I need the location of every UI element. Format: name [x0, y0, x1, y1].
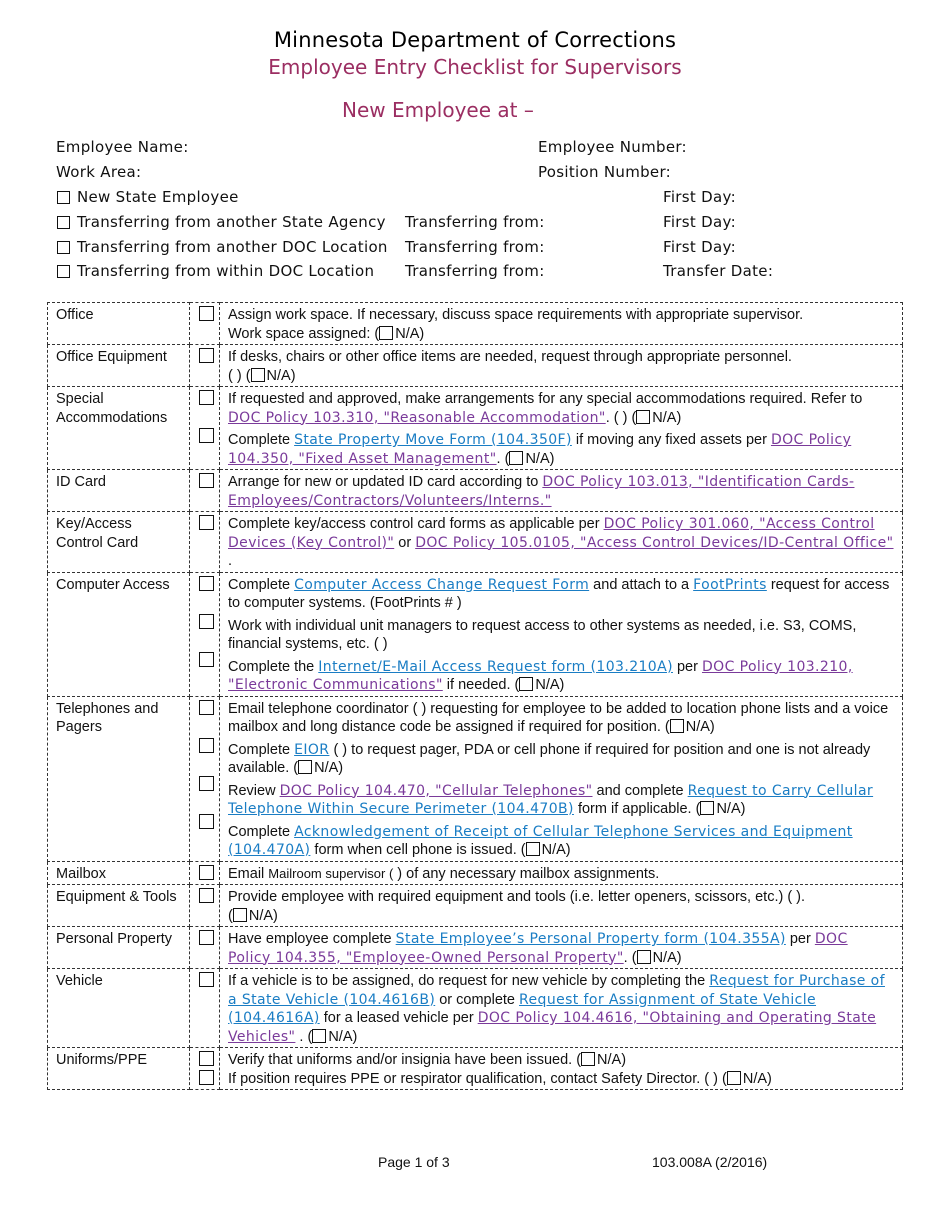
table-row — [48, 572, 903, 696]
form-number: 103.008A (2/2016) — [652, 1154, 768, 1170]
category-label: Computer Access — [48, 572, 190, 696]
page-number: Page 1 of 3 — [378, 1154, 450, 1170]
transfer-doc-option[interactable] — [57, 238, 388, 256]
task-text: Complete key/access control card forms as applicable per DOC Policy 301.060, "Access Control Devices (Key Control)" or DOC Policy 105.0105, "Access Control Devices/ID-Central Office" . — [220, 512, 903, 573]
na-checkbox[interactable] — [727, 1071, 741, 1085]
policy-link[interactable]: DOC Policy 103.310, "Reasonable Accommodation" — [228, 409, 606, 426]
task-checkbox[interactable] — [199, 930, 214, 945]
transfer-doc-label: Transferring from another DOC Location — [77, 238, 388, 256]
policy-link[interactable]: DOC Policy 104.4616, "Obtaining and Operating State Vehicles" — [228, 1010, 877, 1045]
work-area-label: Work Area: — [56, 163, 142, 181]
policy-link[interactable]: DOC Policy 104.470, "Cellular Telephones" — [279, 782, 593, 799]
new-state-label: New State Employee — [77, 188, 239, 206]
transfer-agency-label: Transferring from another State Agency — [77, 213, 386, 231]
task-text: Email Mailroom supervisor ( ) of any necessary mailbox assignments. — [220, 861, 903, 885]
task-checkbox[interactable] — [199, 614, 214, 629]
doc-title: Employee Entry Checklist for Supervisors — [268, 55, 682, 79]
task-checkbox[interactable] — [199, 390, 214, 405]
task-checkbox[interactable] — [199, 1070, 214, 1085]
transferring-from-label: Transferring from: — [405, 213, 545, 231]
org-title: Minnesota Department of Corrections — [273, 28, 677, 52]
form-link[interactable]: Internet/E-Mail Access Request form (103.210A) — [318, 658, 673, 675]
form-link[interactable]: State Employee’s Personal Property form (104.355A) — [395, 931, 786, 947]
task-checkbox[interactable] — [199, 865, 214, 880]
task-checkbox[interactable] — [199, 576, 214, 591]
form-link[interactable]: State Property Move Form (104.350F) — [294, 432, 572, 448]
policy-link[interactable]: DOC Policy 104.355, "Employee-Owned Personal Property" — [228, 931, 848, 966]
category-label: Personal Property — [48, 927, 190, 969]
task-text: If desks, chairs or other office items are needed, request through appropriate personnel. ( ) ( N/A) — [220, 345, 903, 387]
na-checkbox[interactable] — [298, 760, 312, 774]
transfer-date-label: Transfer Date: — [663, 262, 774, 280]
transfer-within-checkbox[interactable] — [57, 265, 70, 278]
category-label: ID Card — [48, 470, 190, 512]
employee-name-label: Employee Name: — [56, 138, 189, 156]
checklist-table — [47, 302, 903, 1090]
task-checkbox[interactable] — [199, 515, 214, 530]
policy-link[interactable]: DOC Policy 105.0105, "Access Control Devices/ID-Central Office" — [415, 534, 894, 551]
table-row — [48, 387, 903, 470]
na-checkbox[interactable] — [670, 719, 684, 733]
task-checkbox[interactable] — [199, 428, 214, 443]
task-checkbox[interactable] — [199, 1051, 214, 1066]
na-checkbox[interactable] — [526, 842, 540, 856]
transferring-from-label: Transferring from: — [405, 238, 545, 256]
employee-number-label: Employee Number: — [538, 138, 687, 156]
task-checkbox[interactable] — [199, 888, 214, 903]
transferring-from-label: Transferring from: — [405, 262, 545, 280]
category-label: Vehicle — [48, 969, 190, 1048]
category-label: Special Accommodations — [48, 387, 190, 470]
first-day-label: First Day: — [663, 213, 736, 231]
na-checkbox[interactable] — [637, 950, 651, 964]
task-checkbox[interactable] — [199, 738, 214, 753]
task-checkbox[interactable] — [199, 473, 214, 488]
task-text: If a vehicle is to be assigned, do request for new vehicle by completing the Request for Purchase of a State Vehicle (104.4616B) or complete Request for Assignment of State Vehicle (104.4616A) for a leased vehicle per DOC Policy 104.4616, "Obtaining and Operating State Vehicles" . ( N/A) — [220, 969, 903, 1048]
table-row — [48, 969, 903, 1048]
task-checkbox[interactable] — [199, 306, 214, 321]
table-row — [48, 696, 903, 861]
na-checkbox[interactable] — [519, 677, 533, 691]
transfer-agency-checkbox[interactable] — [57, 216, 70, 229]
category-label: Office — [48, 303, 190, 345]
policy-link[interactable]: DOC Policy 301.060, "Access Control Devices (Key Control)" — [228, 516, 875, 551]
form-link[interactable]: Request for Assignment of State Vehicle (104.4616A) — [228, 991, 817, 1026]
category-label: Telephones and Pagers — [48, 696, 190, 861]
doc-subtitle: New Employee at – — [342, 98, 534, 122]
na-checkbox[interactable] — [509, 451, 523, 465]
transfer-agency-option[interactable] — [57, 213, 386, 231]
form-link[interactable]: Request for Purchase of a State Vehicle (104.4616B) — [228, 973, 885, 1008]
category-label: Office Equipment — [48, 345, 190, 387]
policy-link[interactable]: DOC Policy 103.210, "Electronic Communications" — [228, 658, 853, 693]
form-link[interactable]: Acknowledgement of Receipt of Cellular Telephone Services and Equipment (104.470A) — [228, 823, 853, 858]
table-row — [48, 927, 903, 969]
task-text: Arrange for new or updated ID card according to DOC Policy 103.013, "Identification Cards-Employees/Contractors/Volunteers/Interns." — [220, 470, 903, 512]
na-checkbox[interactable] — [636, 410, 650, 424]
task-text: Provide employee with required equipment and tools (i.e. letter openers, scissors, etc.) ( ). ( N/A) — [220, 885, 903, 927]
category-label: Uniforms/PPE — [48, 1048, 190, 1090]
transfer-within-option[interactable] — [57, 262, 374, 280]
policy-link[interactable]: DOC Policy 103.013, "Identification Cards-Employees/Contractors/Volunteers/Interns." — [228, 474, 855, 509]
policy-link[interactable]: DOC Policy 104.350, "Fixed Asset Management" — [228, 432, 852, 467]
task-text: Assign work space. If necessary, discuss space requirements with appropriate supervisor. Work space assigned: ( N/A) — [220, 303, 903, 345]
new-state-option[interactable] — [57, 188, 239, 206]
task-text: If requested and approved, make arrangements for any special accommodations required. Refer to DOC Policy 103.310, "Reasonable Accommodation". ( ) ( N/A) Complete State Property Move Form (104.350F) if moving any fixed assets per DOC Policy 104.350, "Fixed Asset Management". ( N/A) — [220, 387, 903, 470]
task-text: Complete Computer Access Change Request Form and attach to a FootPrints request for access to computer systems. (FootPrints # ) Work with individual unit managers to request access to other systems as needed, i.e. S3, COMS, financial systems, etc. ( ) Complete the Internet/E-Mail Access Request form (103.210A) per DOC Policy 103.210, "Electronic Communications" if needed. ( N/A) — [220, 572, 903, 696]
category-label: Key/Access Control Card — [48, 512, 190, 573]
form-link[interactable]: Request to Carry Cellular Telephone Within Secure Perimeter (104.470B) — [228, 782, 874, 817]
task-text: Email telephone coordinator ( ) requesting for employee to be added to location phone lists and a voice mailbox and long distance code be assigned if required for position. ( N/A) Complete EIOR ( ) to request pager, PDA or cell phone if required for position and one is not already available. ( N/A) Review DOC Policy 104.470, "Cellular Telephones" and complete Request to Carry Cellular Telephone Within Secure Perimeter (104.470B) form if applicable. ( N/A) Complete Acknowledgement of Receipt of Cellular Telephone Services and Equipment (104.470A) form when cell phone is issued. ( N/A) — [220, 696, 903, 861]
table-row — [48, 303, 903, 345]
table-row — [48, 345, 903, 387]
table-row — [48, 1048, 903, 1090]
task-checkbox[interactable] — [199, 652, 214, 667]
na-checkbox[interactable] — [233, 908, 247, 922]
category-label: Equipment & Tools — [48, 885, 190, 927]
new-state-checkbox[interactable] — [57, 191, 70, 204]
na-checkbox[interactable] — [312, 1029, 326, 1043]
first-day-label: First Day: — [663, 188, 736, 206]
task-checkbox[interactable] — [199, 776, 214, 791]
form-link[interactable]: EIOR — [294, 741, 330, 758]
category-label: Mailbox — [48, 861, 190, 885]
table-row — [48, 470, 903, 512]
na-checkbox[interactable] — [700, 801, 714, 815]
task-checkbox[interactable] — [199, 972, 214, 987]
table-row — [48, 885, 903, 927]
task-checkbox[interactable] — [199, 814, 214, 829]
task-text: Verify that uniforms and/or insignia have been issued. ( N/A) If position requires PPE or respirator qualification, contact Safety Director. ( ) ( N/A) — [220, 1048, 903, 1090]
na-checkbox[interactable] — [379, 326, 393, 340]
na-checkbox[interactable] — [251, 368, 265, 382]
task-text: Have employee complete State Employee’s Personal Property form (104.355A) per DOC Policy 104.355, "Employee-Owned Personal Property". ( N/A) — [220, 927, 903, 969]
form-link[interactable]: FootPrints — [693, 576, 767, 593]
form-link[interactable]: Computer Access Change Request Form — [294, 576, 590, 593]
transfer-within-label: Transferring from within DOC Location — [77, 262, 375, 280]
na-checkbox[interactable] — [581, 1052, 595, 1066]
transfer-doc-checkbox[interactable] — [57, 241, 70, 254]
first-day-label: First Day: — [663, 238, 736, 256]
table-row — [48, 512, 903, 573]
task-checkbox[interactable] — [199, 348, 214, 363]
position-number-label: Position Number: — [538, 163, 672, 181]
task-checkbox[interactable] — [199, 700, 214, 715]
table-row — [48, 861, 903, 885]
